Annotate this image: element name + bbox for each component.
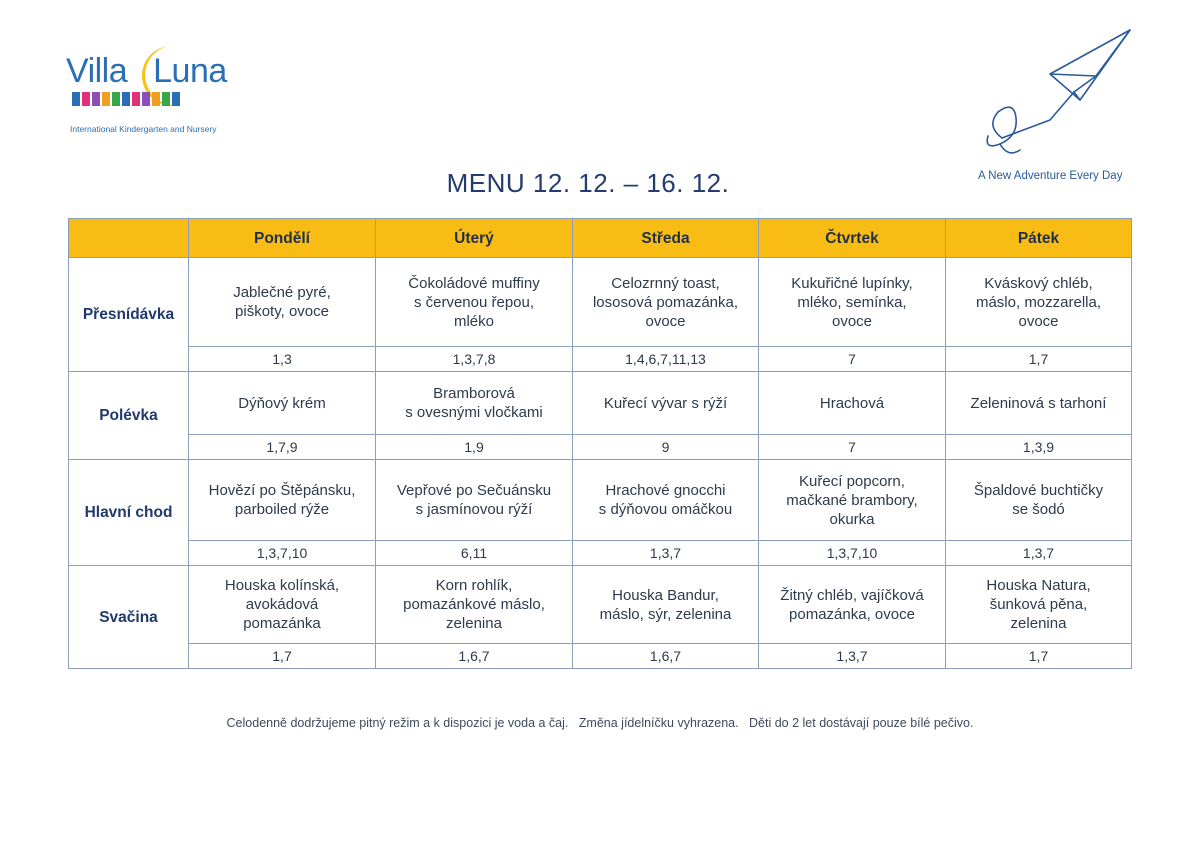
child-figure-icon (82, 92, 90, 106)
meal-name: Hlavní chod (69, 460, 189, 566)
table-row-allergens (69, 644, 1132, 669)
footer-note: Celodenně dodržujeme pitný režim a k dispozici je voda a čaj. Změna jídelníčku vyhrazena. Děti do 2 let dostávají pouze bílé pečivo. (226, 716, 974, 730)
child-figure-icon (92, 92, 100, 106)
villa-luna-logo (66, 44, 256, 144)
allergen-cell: 1,3,7,8 (376, 347, 573, 372)
child-figure-icon (72, 92, 80, 106)
header-day-monday: Pondělí (189, 219, 376, 258)
meal-name: Svačina (69, 566, 189, 669)
header-corner (69, 219, 189, 258)
header-day-thursday: Čtvrtek (759, 219, 946, 258)
table-row-dishes (69, 460, 1132, 541)
allergen-cell: 7 (759, 347, 946, 372)
allergen-cell: 1,4,6,7,11,13 (573, 347, 759, 372)
dish-cell: Kváskový chléb, máslo, mozzarella, ovoce (946, 258, 1132, 347)
table-row-allergens (69, 347, 1132, 372)
paper-plane-icon (978, 26, 1138, 161)
allergen-cell: 1,7 (946, 347, 1132, 372)
logo-wordmark (66, 52, 227, 91)
dish-cell: Kuřecí vývar s rýží (573, 372, 759, 435)
children-figures-icon (72, 92, 180, 106)
child-figure-icon (102, 92, 110, 106)
allergen-cell: 1,3,7 (946, 541, 1132, 566)
allergen-cell: 6,11 (376, 541, 573, 566)
child-figure-icon (112, 92, 120, 106)
table-header-row (69, 219, 1132, 258)
table-row-dishes (69, 372, 1132, 435)
tagline: A New Adventure Every Day (978, 170, 1123, 182)
dish-cell: Kukuřičné lupínky, mléko, semínka, ovoce (759, 258, 946, 347)
header-day-friday: Pátek (946, 219, 1132, 258)
table-row-dishes (69, 566, 1132, 644)
allergen-cell: 1,7 (946, 644, 1132, 669)
dish-cell: Houska kolínská, avokádová pomazánka (189, 566, 376, 644)
dish-cell: Dýňový krém (189, 372, 376, 435)
dish-cell: Žitný chléb, vajíčková pomazánka, ovoce (759, 566, 946, 644)
table-row-allergens (69, 541, 1132, 566)
allergen-cell: 1,7,9 (189, 435, 376, 460)
child-figure-icon (122, 92, 130, 106)
allergen-cell: 1,6,7 (376, 644, 573, 669)
allergen-cell: 1,3,9 (946, 435, 1132, 460)
child-figure-icon (132, 92, 140, 106)
dish-cell: Hrachové gnocchi s dýňovou omáčkou (573, 460, 759, 541)
child-figure-icon (162, 92, 170, 106)
dish-cell: Hovězí po Štěpánsku, parboiled rýže (189, 460, 376, 541)
dish-cell: Bramborová s ovesnými vločkami (376, 372, 573, 435)
child-figure-icon (172, 92, 180, 106)
allergen-cell: 1,7 (189, 644, 376, 669)
allergen-cell: 1,6,7 (573, 644, 759, 669)
menu-title: MENU 12. 12. – 16. 12. (446, 168, 730, 198)
logo-subtitle: International Kindergarten and Nursery (70, 124, 217, 134)
menu-table (68, 218, 1132, 669)
header-day-tuesday: Úterý (376, 219, 573, 258)
allergen-cell: 9 (573, 435, 759, 460)
dish-cell: Čokoládové muffiny s červenou řepou, mléko (376, 258, 573, 347)
allergen-cell: 1,3 (189, 347, 376, 372)
header-day-wednesday: Středa (573, 219, 759, 258)
dish-cell: Zeleninová s tarhoní (946, 372, 1132, 435)
allergen-cell: 1,3,7 (759, 644, 946, 669)
dish-cell: Houska Bandur, máslo, sýr, zelenina (573, 566, 759, 644)
logo-name-part1: Villa (66, 52, 128, 90)
dish-cell: Kuřecí popcorn, mačkané brambory, okurka (759, 460, 946, 541)
allergen-cell: 1,3,7,10 (759, 541, 946, 566)
allergen-cell: 7 (759, 435, 946, 460)
dish-cell: Celozrnný toast, lososová pomazánka, ovoce (573, 258, 759, 347)
dish-cell: Houska Natura, šunková pěna, zelenina (946, 566, 1132, 644)
dish-cell: Jablečné pyré, piškoty, ovoce (189, 258, 376, 347)
child-figure-icon (152, 92, 160, 106)
dish-cell: Hrachová (759, 372, 946, 435)
allergen-cell: 1,3,7 (573, 541, 759, 566)
meal-name: Polévka (69, 372, 189, 460)
allergen-cell: 1,3,7,10 (189, 541, 376, 566)
child-figure-icon (142, 92, 150, 106)
table-row-dishes (69, 258, 1132, 347)
logo-name-part2: Luna (153, 52, 227, 90)
allergen-cell: 1,9 (376, 435, 573, 460)
table-row-allergens (69, 435, 1132, 460)
meal-name: Přesnídávka (69, 258, 189, 372)
dish-cell: Korn rohlík, pomazánkové máslo, zelenina (376, 566, 573, 644)
dish-cell: Špaldové buchtičky se šodó (946, 460, 1132, 541)
dish-cell: Vepřové po Sečuánsku s jasmínovou rýží (376, 460, 573, 541)
